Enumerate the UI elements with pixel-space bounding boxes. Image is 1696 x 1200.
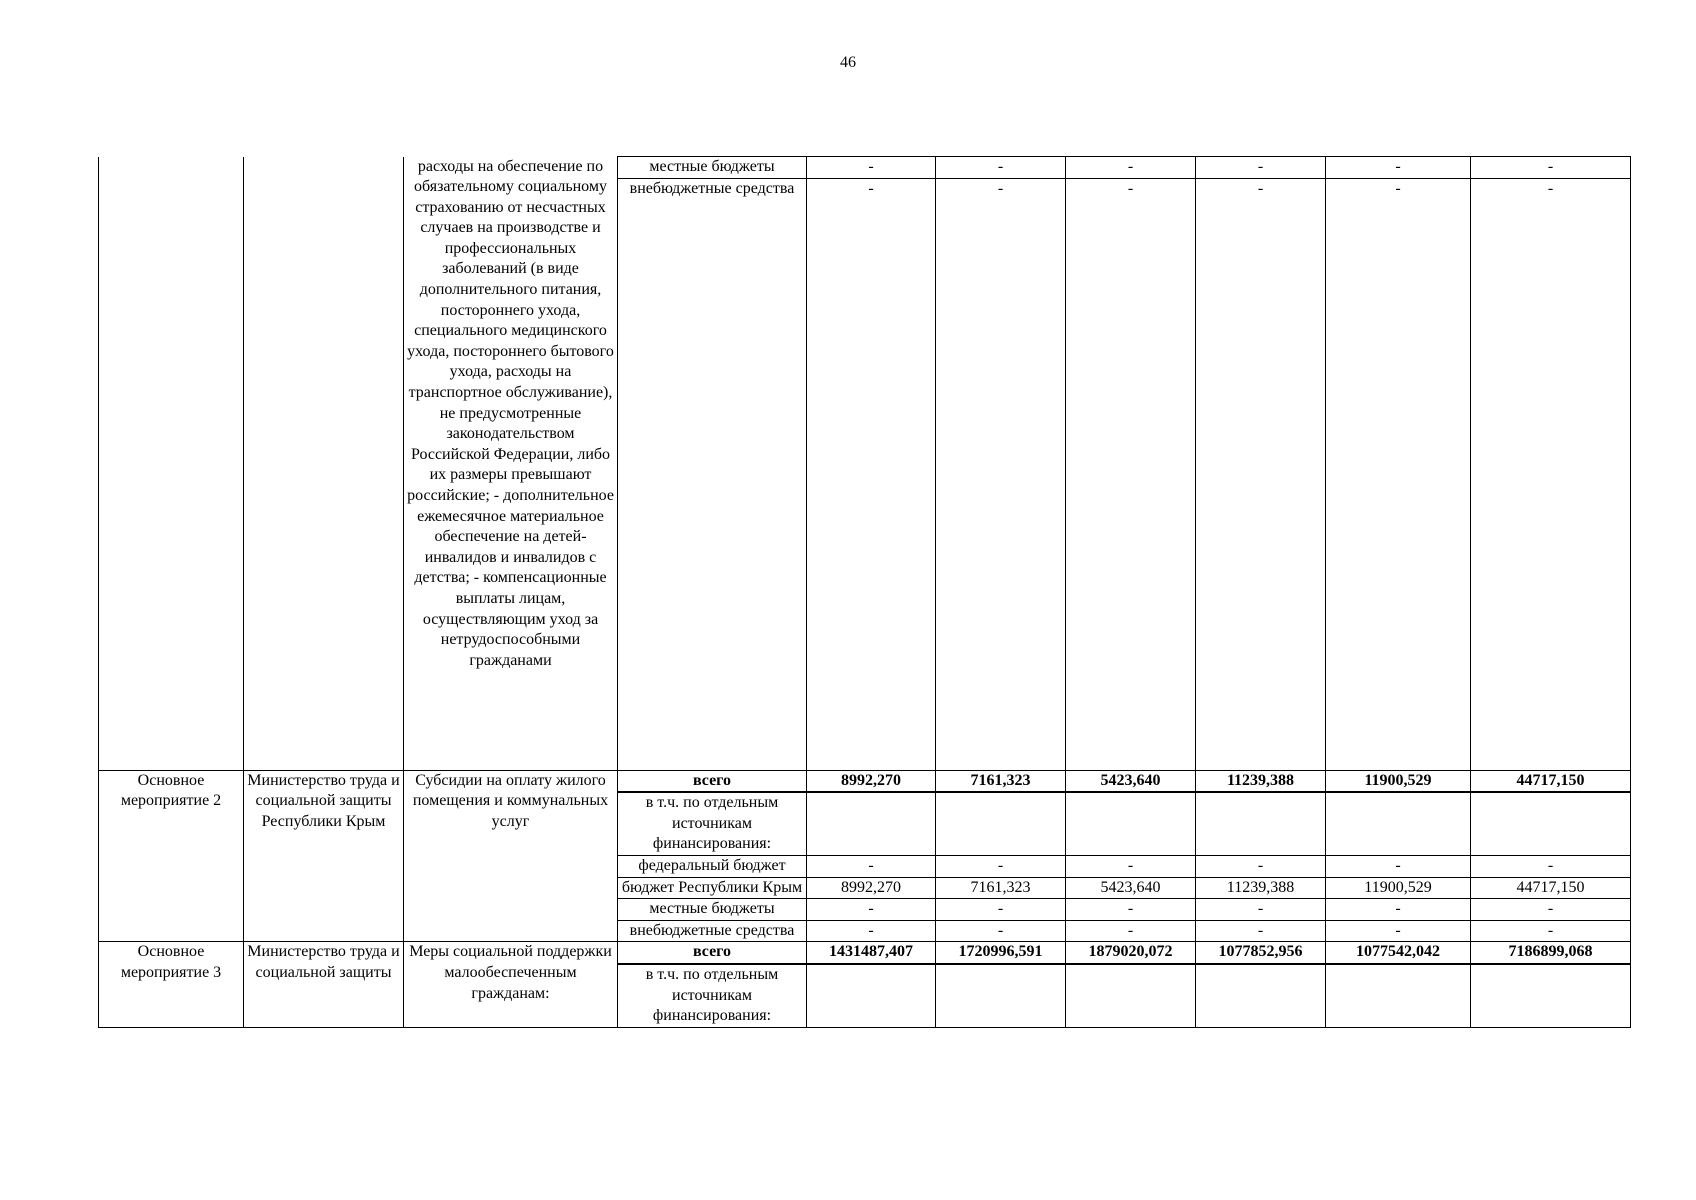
description-cell: расходы на обеспечение по обязательному социальному страхованию от несчастных случаев на производстве и профессиональных заболеваний (в виде дополнительного питания, постороннего ухода, специального медицинского ухода, постороннего бытового ухода, расходы на транспортное обслуживание), не предусмотренные законодательством Российской Федерации, либо их размеры превышают российские; - дополнительное ежемесячное материальное обеспечение на детей-инвалидов и инвалидов с детства; - компенсационные выплаты лицам, осуществляющим уход за нетрудоспособными гражданами xyxy=(404,157,618,771)
amount-cell: - xyxy=(1066,920,1196,942)
amount-cell: - xyxy=(936,178,1066,770)
source-label: федеральный бюджет xyxy=(618,855,807,877)
amount-cell: - xyxy=(1471,157,1631,179)
page-number: 46 xyxy=(840,54,856,71)
amount-cell: - xyxy=(1326,178,1471,770)
amount-cell: - xyxy=(1066,899,1196,921)
amount-total: 1077542,042 xyxy=(1326,942,1471,964)
amount-cell xyxy=(1066,964,1196,1027)
amount-cell xyxy=(1066,792,1196,855)
table-row xyxy=(99,770,1631,792)
amount-cell: - xyxy=(1066,157,1196,179)
amount-cell: - xyxy=(1326,920,1471,942)
source-label: местные бюджеты xyxy=(618,899,807,921)
source-label-total: всего xyxy=(618,942,807,964)
amount-cell: - xyxy=(1196,178,1326,770)
amount-cell: - xyxy=(1196,920,1326,942)
table-row xyxy=(99,942,1631,964)
amount-cell xyxy=(1471,792,1631,855)
amount-cell: - xyxy=(1471,178,1631,770)
event-cell xyxy=(99,157,244,771)
amount-total: 44717,150 xyxy=(1471,770,1631,792)
amount-cell: - xyxy=(1196,855,1326,877)
amount-total: 1720996,591 xyxy=(936,942,1066,964)
amount-cell: - xyxy=(807,157,936,179)
amount-total: 1077852,956 xyxy=(1196,942,1326,964)
amount-cell: - xyxy=(1326,855,1471,877)
amount-cell xyxy=(1471,964,1631,1027)
source-label: бюджет Республики Крым xyxy=(618,877,807,899)
event-cell: Основное мероприятие 3 xyxy=(99,942,244,1027)
amount-cell xyxy=(1326,964,1471,1027)
amount-cell: 8992,270 xyxy=(807,877,936,899)
amount-cell: 5423,640 xyxy=(1066,877,1196,899)
amount-cell xyxy=(1196,964,1326,1027)
amount-cell: 11239,388 xyxy=(1196,877,1326,899)
amount-total: 1879020,072 xyxy=(1066,942,1196,964)
source-label: внебюджетные средства xyxy=(618,920,807,942)
source-label-total: всего xyxy=(618,770,807,792)
amount-cell: 7161,323 xyxy=(936,877,1066,899)
amount-cell: - xyxy=(1326,899,1471,921)
amount-cell: 44717,150 xyxy=(1471,877,1631,899)
amount-cell: - xyxy=(1471,855,1631,877)
amount-cell: - xyxy=(1326,157,1471,179)
event-cell: Основное мероприятие 2 xyxy=(99,770,244,942)
executor-cell: Министерство труда и социальной защиты xyxy=(244,942,404,1027)
amount-cell: - xyxy=(936,157,1066,179)
financing-table xyxy=(98,156,1631,1028)
amount-total: 11239,388 xyxy=(1196,770,1326,792)
source-label: внебюджетные средства xyxy=(618,178,807,770)
amount-cell xyxy=(936,964,1066,1027)
amount-total: 1431487,407 xyxy=(807,942,936,964)
amount-cell: - xyxy=(1196,899,1326,921)
executor-cell: Министерство труда и социальной защиты Республики Крым xyxy=(244,770,404,942)
amount-total: 11900,529 xyxy=(1326,770,1471,792)
amount-cell: - xyxy=(1196,157,1326,179)
table-row xyxy=(99,157,1631,179)
amount-cell: - xyxy=(807,178,936,770)
amount-cell: - xyxy=(936,920,1066,942)
amount-cell: - xyxy=(1066,178,1196,770)
source-label: в т.ч. по отдельным источникам финансирования: xyxy=(618,964,807,1027)
amount-cell: - xyxy=(807,899,936,921)
amount-total: 8992,270 xyxy=(807,770,936,792)
description-cell: Субсидии на оплату жилого помещения и коммунальных услуг xyxy=(404,770,618,942)
executor-cell xyxy=(244,157,404,771)
amount-cell xyxy=(936,792,1066,855)
amount-cell: - xyxy=(936,855,1066,877)
amount-cell xyxy=(807,964,936,1027)
amount-total: 5423,640 xyxy=(1066,770,1196,792)
amount-cell: - xyxy=(1066,855,1196,877)
amount-total: 7161,323 xyxy=(936,770,1066,792)
amount-total: 7186899,068 xyxy=(1471,942,1631,964)
amount-cell xyxy=(1196,792,1326,855)
amount-cell: - xyxy=(1471,899,1631,921)
amount-cell xyxy=(807,792,936,855)
source-label: в т.ч. по отдельным источникам финансирования: xyxy=(618,792,807,855)
amount-cell xyxy=(1326,792,1471,855)
source-label: местные бюджеты xyxy=(618,157,807,179)
amount-cell: - xyxy=(807,855,936,877)
description-cell: Меры социальной поддержки малообеспеченным гражданам: xyxy=(404,942,618,1027)
amount-cell: 11900,529 xyxy=(1326,877,1471,899)
amount-cell: - xyxy=(1471,920,1631,942)
amount-cell: - xyxy=(807,920,936,942)
amount-cell: - xyxy=(936,899,1066,921)
